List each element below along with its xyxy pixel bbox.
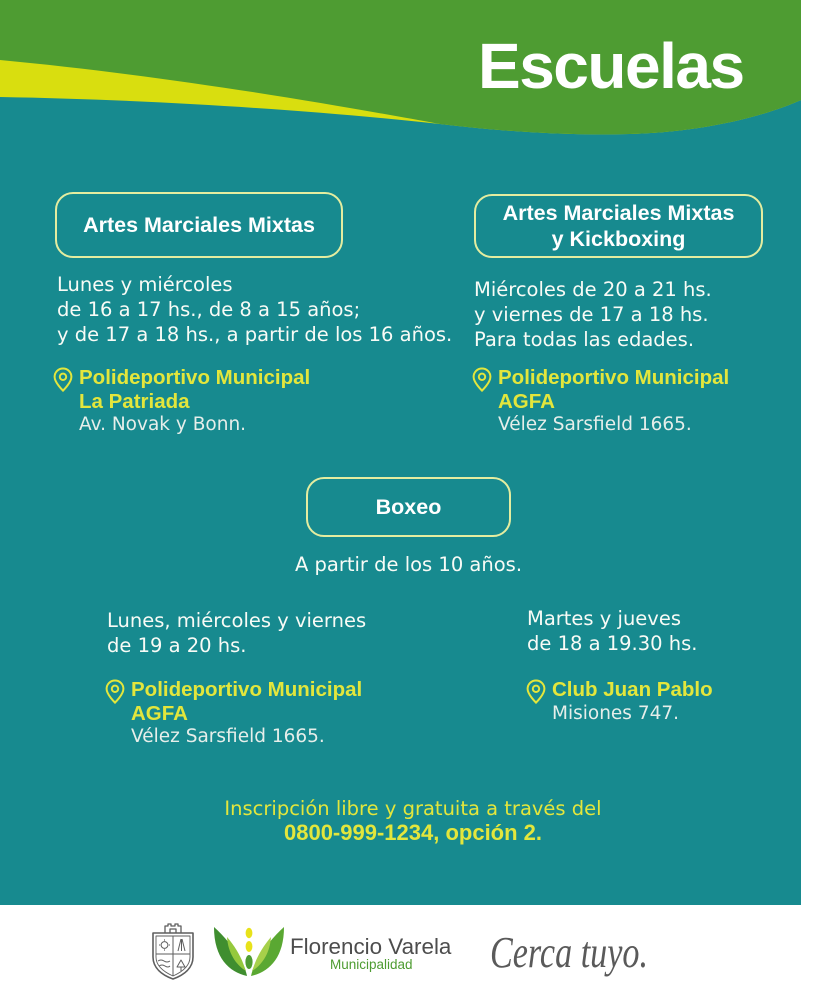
location-name: Polideportivo Municipal [498, 366, 730, 389]
schedule-mma-kickboxing [474, 277, 712, 352]
schedule-line: de 18 a 19.30 hs. [527, 632, 698, 655]
inscription-text: Inscripción libre y gratuita a través del [224, 797, 602, 820]
school-title: y Kickboxing [551, 227, 686, 251]
inscription-info [190, 797, 636, 845]
location-address: Av. Novak y Bonn. [79, 414, 247, 435]
school-title-box-mma-kickboxing [474, 194, 763, 258]
schedule-line: y de 17 a 18 hs., a partir de los 16 años. [57, 323, 453, 346]
location-name: Club Juan Pablo [552, 678, 713, 701]
brand-name: Florencio Varela [290, 934, 452, 959]
logo-seed [245, 955, 252, 969]
logo-seed [246, 941, 253, 952]
schedule-line: Miércoles de 20 a 21 hs. [474, 278, 712, 301]
schedule-line: de 19 a 20 hs. [107, 634, 247, 657]
school-title-box-mma [55, 192, 343, 258]
schedule-mma [57, 272, 452, 347]
location-name: Polideportivo Municipal [131, 678, 363, 701]
location-mma-kickboxing [472, 366, 772, 441]
school-title: Artes Marciales Mixtas [83, 213, 315, 237]
location-boxeo-group-2 [526, 678, 826, 753]
school-title: Artes Marciales Mixtas [502, 201, 735, 225]
page-title: Escuelas [478, 30, 744, 102]
location-pin-icon [53, 367, 73, 392]
location-address: Vélez Sarsfield 1665. [498, 414, 692, 435]
florencio-varela-logo-icon [211, 921, 287, 979]
schedule-line: de 16 a 17 hs., de 8 a 15 años; [57, 298, 361, 321]
location-mma [53, 366, 353, 441]
school-title: Boxeo [375, 495, 442, 519]
location-name: Polideportivo Municipal [79, 366, 311, 389]
logo-seed [246, 928, 253, 938]
logo-leaf-left [214, 927, 247, 976]
logo-leaf-right [251, 927, 284, 976]
location-address: Misiones 747. [552, 702, 680, 724]
location-pin-icon [526, 679, 546, 704]
schedule-boxeo-group-2 [527, 606, 697, 656]
location-name: AGFA [131, 701, 188, 725]
location-name: La Patriada [79, 389, 190, 413]
schedule-line: Para todas las edades. [474, 328, 695, 351]
brand-subtitle: Municipalidad [330, 957, 413, 972]
location-name: AGFA [498, 389, 555, 413]
school-title-box-boxeo [306, 477, 511, 537]
schedule-line: y viernes de 17 a 18 hs. [474, 303, 709, 326]
location-text [79, 366, 310, 437]
location-address: Vélez Sarsfield 1665. [131, 726, 325, 747]
coat-of-arms-icon [150, 921, 196, 981]
slogan-signature [486, 921, 656, 981]
schedule-boxeo-group-1 [107, 608, 366, 658]
age-note: A partir de los 10 años. [294, 553, 523, 576]
slogan-text: Cerca tuyo. [490, 928, 648, 977]
location-text [552, 678, 713, 725]
location-boxeo-group-1 [105, 678, 405, 753]
schedule-line: Martes y jueves [527, 607, 682, 630]
location-pin-icon [105, 679, 125, 704]
inscription-phone: 0800-999-1234, opción 2. [283, 820, 543, 845]
location-text [498, 366, 729, 437]
location-pin-icon [472, 367, 492, 392]
schedule-line: Lunes, miércoles y viernes [107, 609, 367, 632]
schedule-line: Lunes y miércoles [57, 273, 233, 296]
location-text [131, 678, 362, 749]
